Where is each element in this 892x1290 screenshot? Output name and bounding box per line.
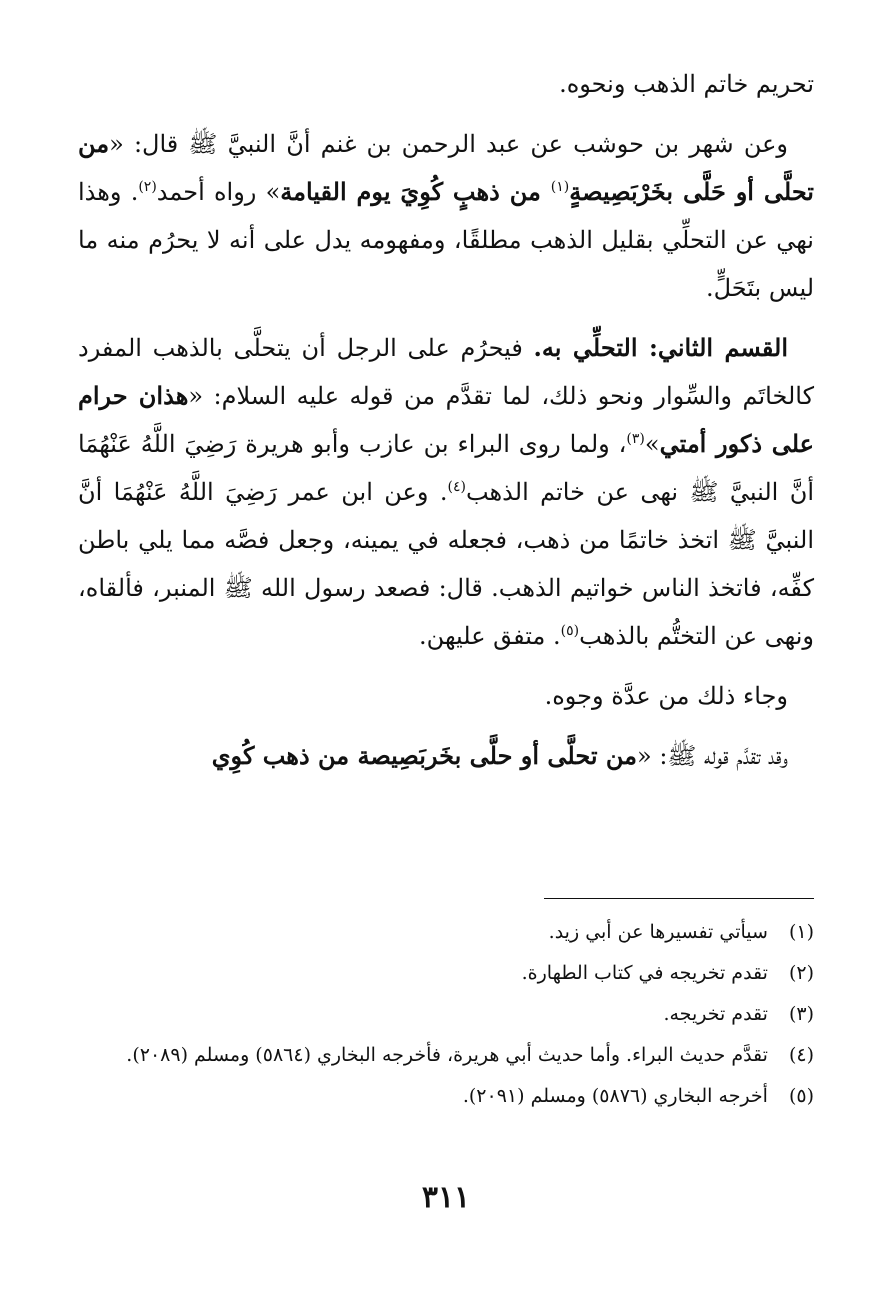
footnote-1 (78, 915, 814, 950)
paragraph-1-intro: وعن شهر بن حوشب عن عبد الرحمن بن غنم أنَّ النبيَّ ﷺ قال: « (109, 130, 788, 158)
footnote-ref-2[interactable]: (٢) (138, 179, 157, 195)
footnote-text: سيأتي تفسيرها عن أبي زيد. (548, 921, 768, 943)
hadith-text-3: من تحلَّى أو حلَّى بخَربَصِيصة من ذهب كُوِي (211, 741, 638, 770)
section-heading: القسم الثاني: التحلِّي به. (533, 333, 789, 362)
footnote-5 (78, 1079, 814, 1114)
footnote-2 (78, 956, 814, 991)
footnotes (78, 915, 814, 1120)
hadith-text-1-cont: من ذهبٍ كُوِيَ يوم القيامة (280, 177, 551, 206)
page-number: ٣١١ (421, 1180, 471, 1215)
paragraph-2-end: . متفق عليهن. (419, 622, 561, 650)
paragraph-1-rest: . وهذا نهي عن التحلِّي بقليل الذهب مطلقًا، ومفهومه يدل على أنه لا يحرُم منه ما ليس بتَحَلٍّ. (78, 178, 814, 302)
footnote-separator (544, 898, 814, 899)
footnote-text: تقدم تخريجه في كتاب الطهارة. (521, 962, 768, 984)
paragraph-4-intro: وقد تقدَّم قوله ﷺ: « (637, 742, 788, 770)
paragraph-2 (78, 324, 814, 660)
paragraph-2-text: فيحرُم على الرجل أن يتحلَّى بالذهب المفرد كالخاتَم والسِّوار ونحو ذلك، لما تقدَّم من قوله عليه السلام: « (78, 334, 815, 410)
paragraph-3-text: وجاء ذلك من عدَّة وجوه. (544, 682, 788, 710)
footnote-number: (٥) (788, 1085, 814, 1107)
footnote-number: (٢) (788, 962, 814, 984)
footnote-4 (78, 1038, 814, 1073)
footnote-text: تقدم تخريجه. (663, 1003, 768, 1025)
main-text (78, 60, 814, 780)
footnote-number: (٣) (788, 1003, 814, 1025)
footnote-ref-4[interactable]: (٤) (447, 479, 466, 495)
paragraph-2-cont2: . وعن ابن عمر رَضِيَ اللَّهُ عَنْهُمَا أنَّ النبيَّ ﷺ اتخذ خاتمًا من ذهب، فجعله في يمينه، وجعل فصَّه مما يلي باطن كفِّه، فاتخذ الناس خواتيم الذهب. قال: فصعد رسول الله ﷺ المنبر، فألقاه، ونهى عن التختُّم بالذهب (78, 478, 814, 650)
paragraph-3 (78, 672, 814, 720)
footnote-number: (١) (788, 921, 814, 943)
paragraph-2-cont: ، ولما روى البراء بن عازب وأبو هريرة رَضِيَ اللَّهُ عَنْهُمَا أنَّ النبيَّ ﷺ نهى عن خاتم الذهب (78, 430, 814, 506)
hadith-text-1: من تحلَّى أو حَلَّى بخَرْبَصِيصةٍ (78, 129, 814, 206)
hadith-text-2: هذان حرام على ذكور أمتي (78, 381, 814, 458)
footnote-text: تقدَّم حديث البراء. وأما حديث أبي هريرة، فأخرجه البخاري (٥٨٦٤) ومسلم (٢٠٨٩). (126, 1044, 768, 1066)
quote-close: » (644, 430, 660, 458)
paragraph-1-source: » رواه أحمد (156, 178, 281, 206)
paragraph-1 (78, 120, 814, 312)
footnote-ref-3[interactable]: (٣) (626, 431, 645, 447)
paragraph-0-text: تحريم خاتم الذهب ونحوه. (559, 70, 814, 98)
paragraph-0 (78, 60, 814, 108)
footnote-3 (78, 997, 814, 1032)
footnote-text: أخرجه البخاري (٥٨٧٦) ومسلم (٢٠٩١). (462, 1085, 768, 1107)
footnote-ref-5[interactable]: (٥) (560, 623, 580, 639)
paragraph-4 (78, 732, 814, 780)
footnote-ref-1[interactable]: (١) (550, 179, 570, 195)
footnote-number: (٤) (788, 1044, 814, 1066)
